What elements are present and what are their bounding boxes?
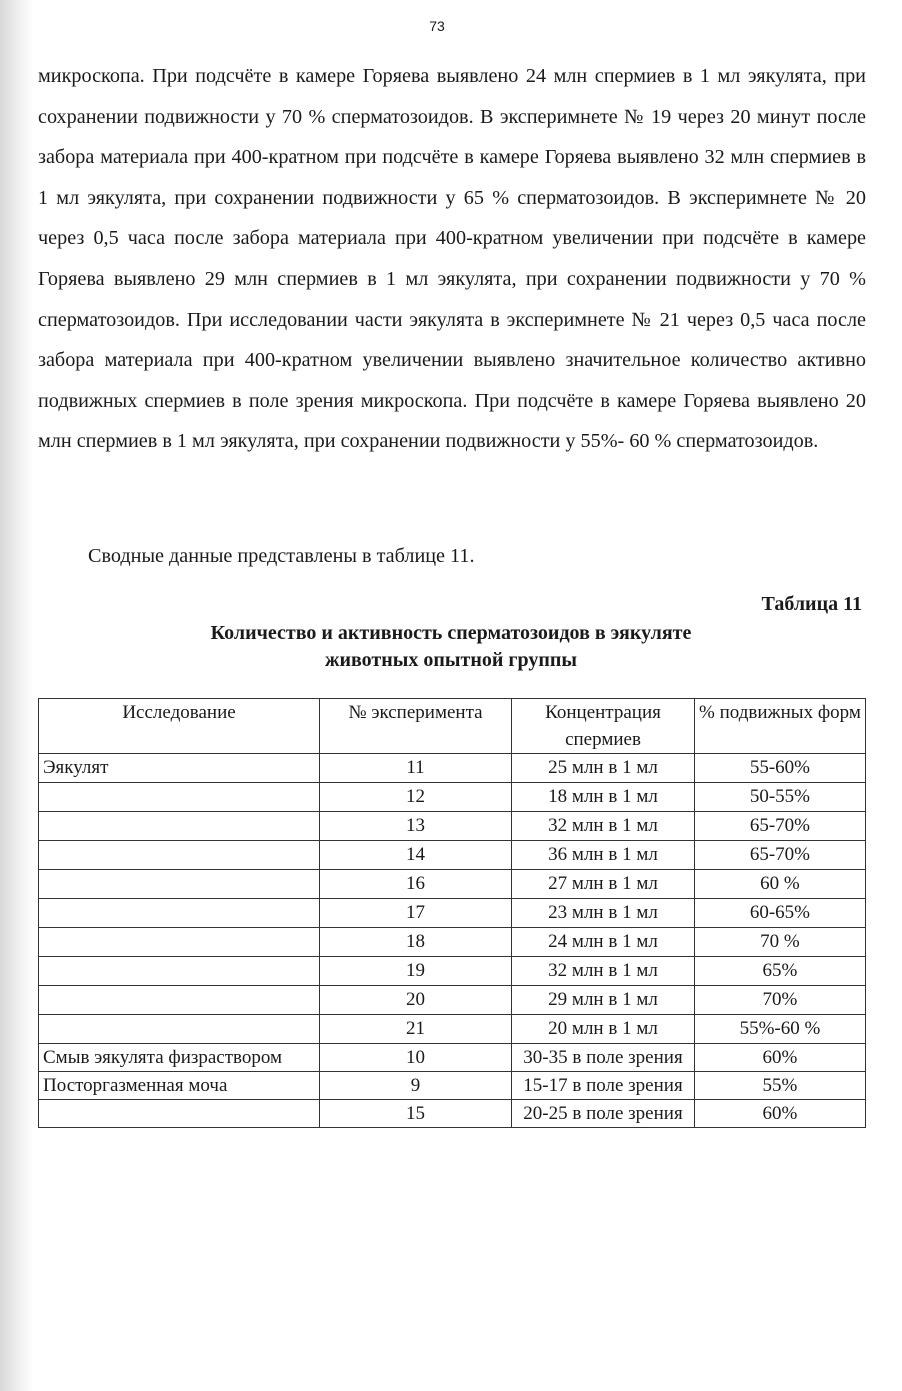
cell-motile-percent: 65-70% — [695, 841, 866, 870]
cell-study — [39, 783, 320, 812]
cell-concentration: 32 млн в 1 мл — [512, 812, 695, 841]
cell-experiment-number: 21 — [320, 1015, 512, 1044]
cell-study — [39, 1015, 320, 1044]
cell-motile-percent: 70% — [695, 986, 866, 1015]
cell-experiment-number: 18 — [320, 928, 512, 957]
cell-concentration: 24 млн в 1 мл — [512, 928, 695, 957]
table-row — [39, 986, 866, 1015]
cell-motile-percent: 55%-60 % — [695, 1015, 866, 1044]
cell-concentration: 18 млн в 1 мл — [512, 783, 695, 812]
cell-study — [39, 986, 320, 1015]
scan-edge-shadow — [0, 0, 34, 1391]
cell-experiment-number: 9 — [320, 1072, 512, 1100]
cell-study — [39, 812, 320, 841]
table-label: Таблица 11 — [761, 593, 862, 615]
cell-motile-percent: 60% — [695, 1100, 866, 1128]
cell-motile-percent: 65% — [695, 957, 866, 986]
header-concentration: Концентрация спермиев — [512, 699, 695, 754]
header-study: Исследование — [39, 699, 320, 754]
cell-experiment-number: 15 — [320, 1100, 512, 1128]
cell-motile-percent: 70 % — [695, 928, 866, 957]
table-row — [39, 870, 866, 899]
cell-concentration: 25 млн в 1 мл — [512, 754, 695, 783]
cell-motile-percent: 60% — [695, 1044, 866, 1072]
body-paragraph: микроскопа. При подсчёте в камере Горяева выявлено 24 млн спермиев в 1 мл эякулята, при сохранении подвижности у 70 % сперматозоидов. В эксперимнете № 19 через 20 минут после забора материала при 400-кратном при подсчёте в камере Горяева выявлено 32 млн спермиев в 1 мл эякулята, при сохранении подвижности у 65 % сперматозоидов. В эксперимнете № 20 через 0,5 часа после забора материала при 400-кратном увеличении при подсчёте в камере Горяева выявлено 29 млн спермиев в 1 мл эякулята, при сохранении подвижности у 70 % сперматозоидов. При исследовании части эякулята в эксперимнете № 21 через 0,5 часа после забора материала при 400-кратном увеличении выявлено значительное количество активно подвижных спермиев в поле зрения микроскопа. При подсчёте в камере Горяева выявлено 20 млн спермиев в 1 мл эякулята, при сохранении подвижности у 55%- 60 % сперматозоидов. — [38, 65, 866, 453]
cell-experiment-number: 12 — [320, 783, 512, 812]
cell-experiment-number: 13 — [320, 812, 512, 841]
cell-motile-percent: 55% — [695, 1072, 866, 1100]
cell-motile-percent: 60 % — [695, 870, 866, 899]
cell-concentration: 20-25 в поле зрения — [512, 1100, 695, 1128]
cell-motile-percent: 65-70% — [695, 812, 866, 841]
cell-concentration: 32 млн в 1 мл — [512, 957, 695, 986]
cell-study — [39, 928, 320, 957]
cell-experiment-number: 10 — [320, 1044, 512, 1072]
cell-experiment-number: 17 — [320, 899, 512, 928]
cell-experiment-number: 14 — [320, 841, 512, 870]
cell-motile-percent: 60-65% — [695, 899, 866, 928]
cell-concentration: 15-17 в поле зрения — [512, 1072, 695, 1100]
cell-concentration: 20 млн в 1 мл — [512, 1015, 695, 1044]
cell-experiment-number: 11 — [320, 754, 512, 783]
cell-concentration: 27 млн в 1 мл — [512, 870, 695, 899]
cell-motile-percent: 50-55% — [695, 783, 866, 812]
cell-concentration: 30-35 в поле зрения — [512, 1044, 695, 1072]
cell-study — [39, 841, 320, 870]
table-row — [39, 1015, 866, 1044]
cell-study — [39, 870, 320, 899]
cell-experiment-number: 20 — [320, 986, 512, 1015]
table-title — [0, 620, 902, 674]
header-experiment-number: № эксперимента — [320, 699, 512, 754]
table-row — [39, 928, 866, 957]
cell-experiment-number: 16 — [320, 870, 512, 899]
table-row — [39, 754, 866, 783]
table-row — [39, 812, 866, 841]
data-table — [38, 698, 866, 1128]
cell-study: Посторгазменная моча — [39, 1072, 320, 1100]
table-row — [39, 899, 866, 928]
page-number: 73 — [429, 18, 445, 34]
cell-study: Эякулят — [39, 754, 320, 783]
table-row — [39, 1100, 866, 1128]
cell-concentration: 36 млн в 1 мл — [512, 841, 695, 870]
cell-study — [39, 899, 320, 928]
table-row — [39, 1072, 866, 1100]
table-row — [39, 1044, 866, 1072]
table-title-line-1: Количество и активность сперматозоидов в эякуляте — [210, 622, 692, 644]
cell-study — [39, 957, 320, 986]
table-header-row — [39, 699, 866, 754]
header-motile-percent: % подвижных форм — [695, 699, 866, 754]
cell-concentration: 29 млн в 1 мл — [512, 986, 695, 1015]
cell-study: Смыв эякулята физраствором — [39, 1044, 320, 1072]
table-row — [39, 783, 866, 812]
cell-concentration: 23 млн в 1 мл — [512, 899, 695, 928]
cell-experiment-number: 19 — [320, 957, 512, 986]
cell-study — [39, 1100, 320, 1128]
summary-sentence: Сводные данные представлены в таблице 11. — [88, 545, 475, 567]
table-row — [39, 957, 866, 986]
table-title-line-2: животных опытной группы — [324, 649, 577, 671]
cell-motile-percent: 55-60% — [695, 754, 866, 783]
table-row — [39, 841, 866, 870]
